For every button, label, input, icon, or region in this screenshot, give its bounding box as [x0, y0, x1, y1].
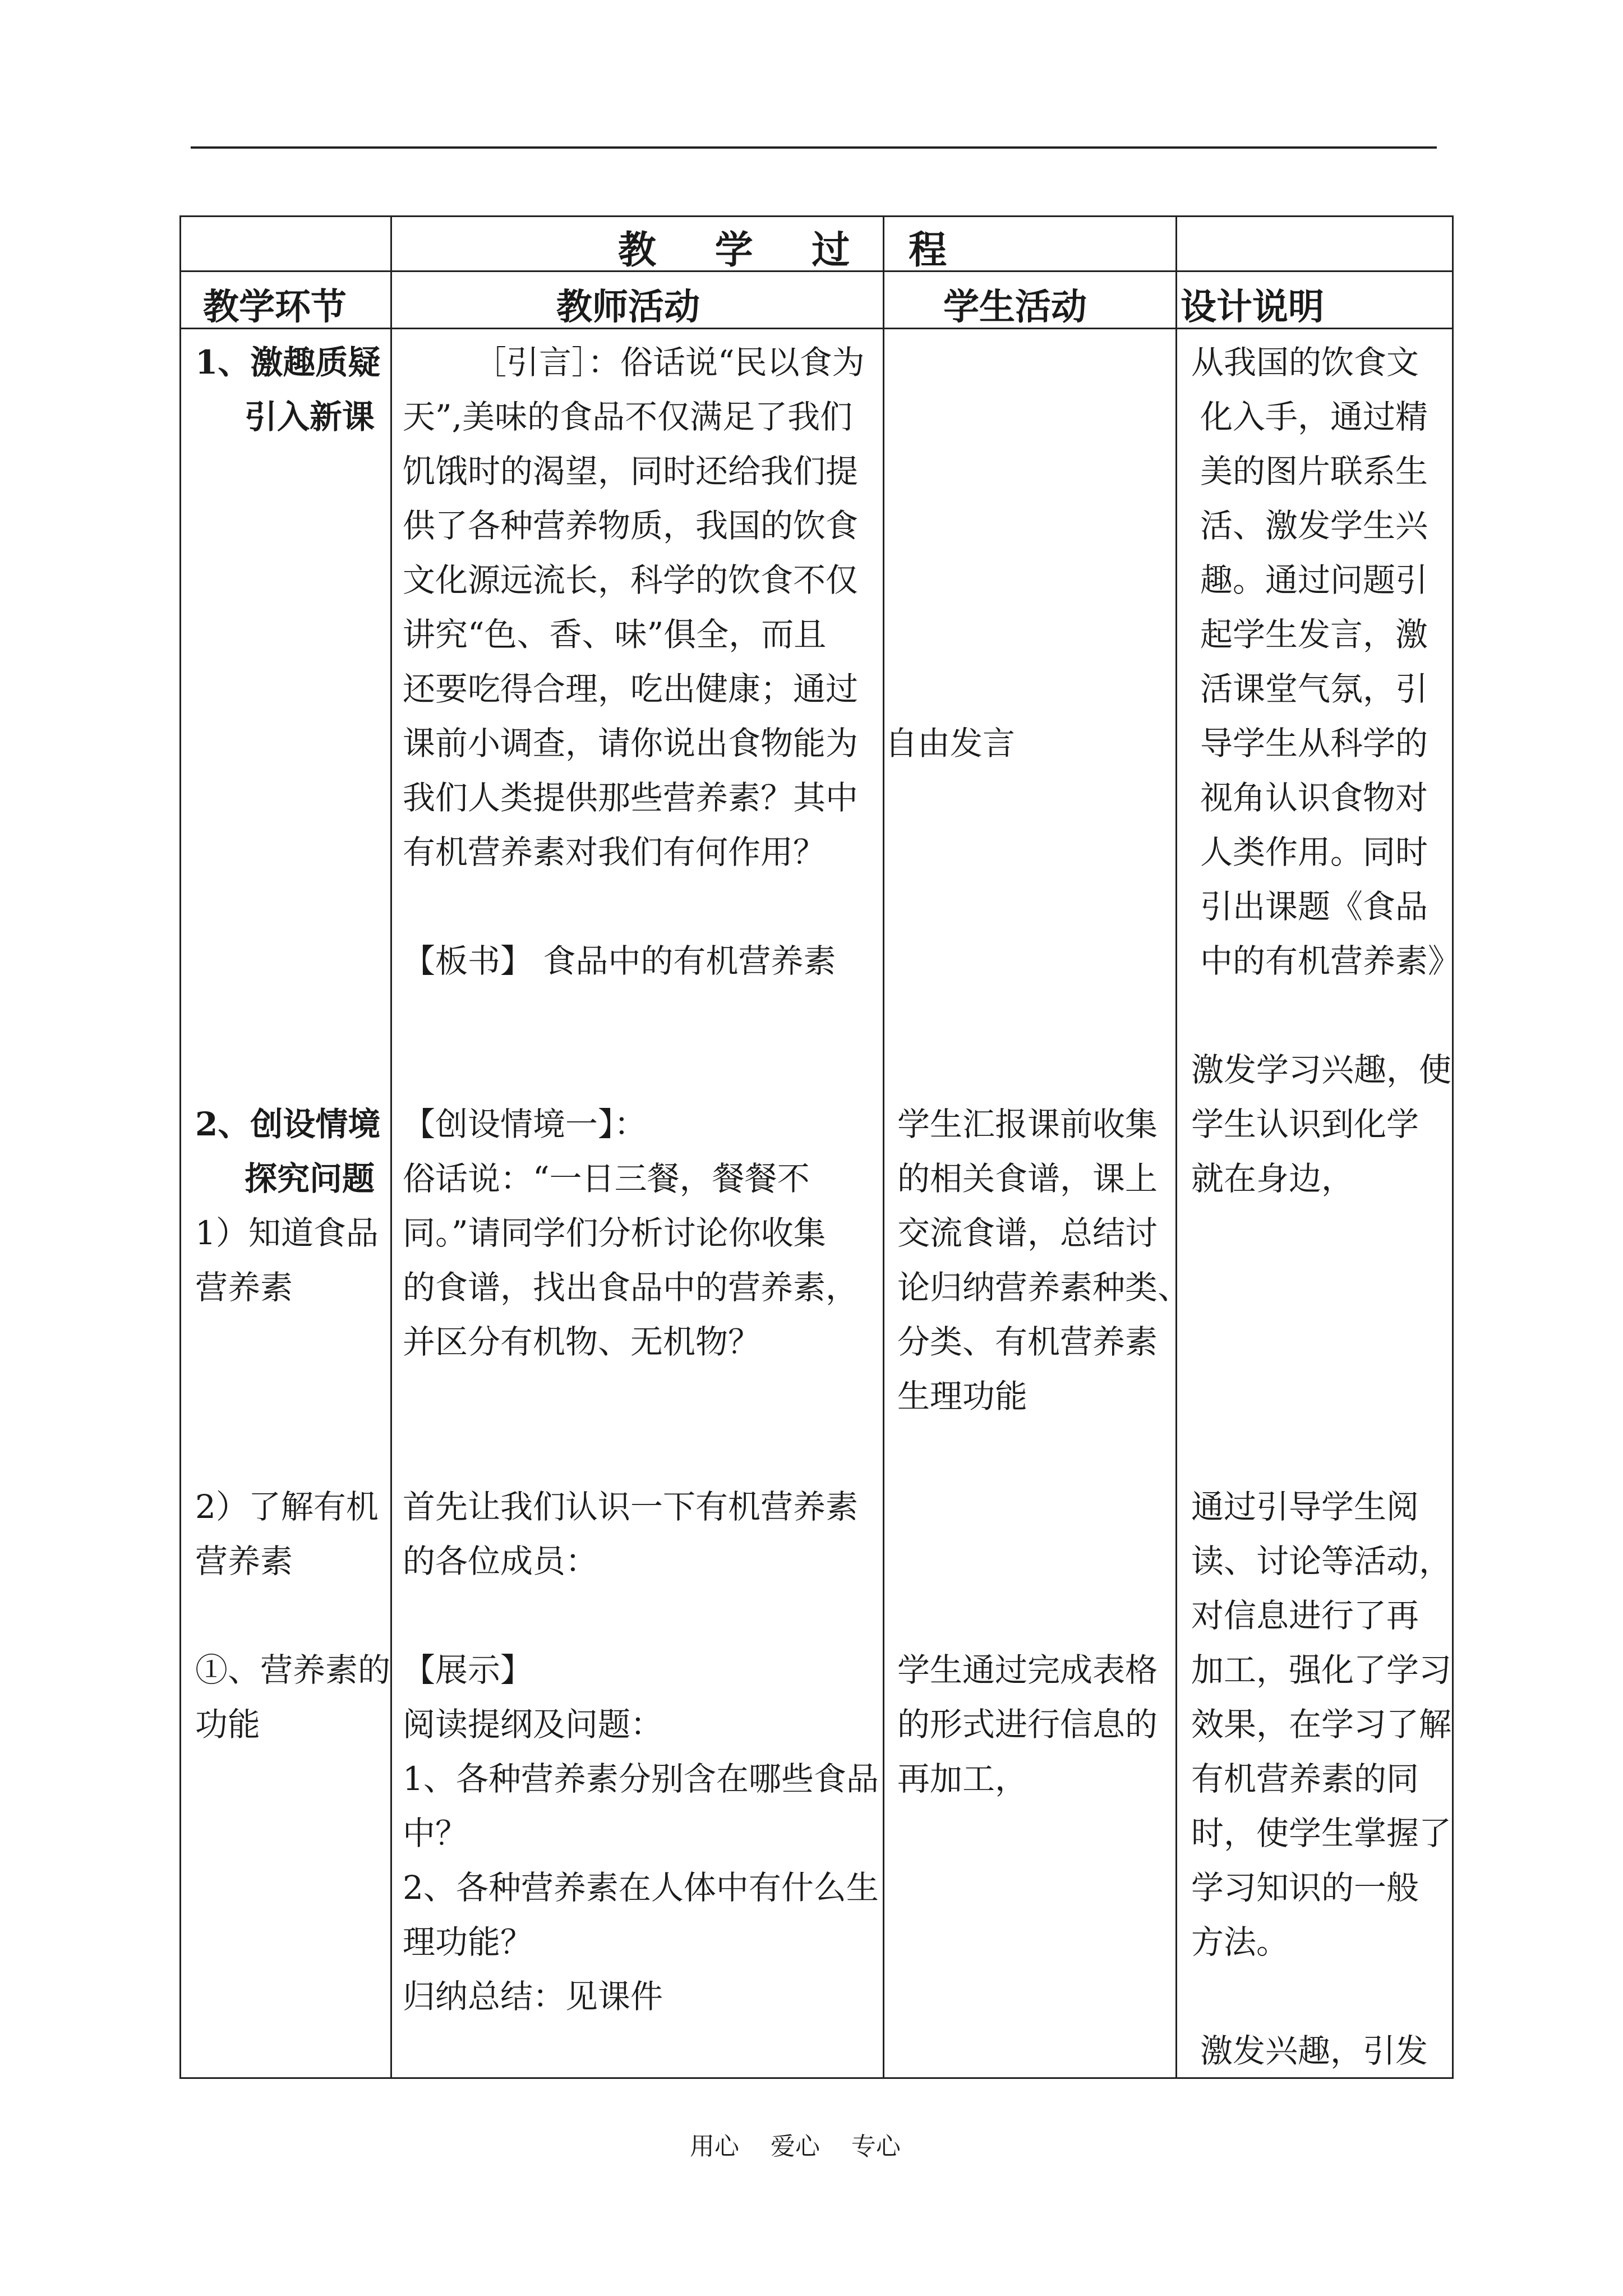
design-1-line-8: 导学生从科学的 [1200, 724, 1428, 762]
design-1-line-6: 起学生发言，激 [1200, 615, 1428, 654]
design-1-line-9: 视角认识食物对 [1200, 779, 1428, 817]
header-stage: 教学环节 [203, 286, 347, 328]
table-border-top [179, 215, 1454, 217]
sub-3-line-1: ①、营养素的 [195, 1651, 391, 1689]
stage-2-line-1: 2、创设情境 [195, 1105, 381, 1143]
design-1-line-1: 从我国的饮食文 [1191, 343, 1419, 381]
page-footer: 用心 爱心 专心 [690, 2132, 901, 2161]
design-3-line-8: 学习知识的一般 [1191, 1869, 1419, 1907]
design-1-line-2: 化入手，通过精 [1200, 398, 1428, 436]
design-1-line-3: 美的图片联系生 [1200, 452, 1428, 490]
header-design: 设计说明 [1181, 286, 1324, 328]
table-divider-student [1175, 215, 1177, 2079]
teacher-1-line-1: ［引言］：俗话说“民以食为 [474, 343, 865, 381]
design-3-line-3: 对信息进行了再 [1191, 1596, 1419, 1635]
design-3-line-5: 效果，在学习了解 [1191, 1705, 1452, 1743]
stage-1-line-1: 1、激趣质疑 [195, 343, 381, 381]
teacher-3-show-line-6: 理功能？ [403, 1923, 533, 1961]
teacher-1-line-10: 有机营养素对我们有何作用？ [403, 833, 826, 871]
design-2-line-3: 就在身边， [1191, 1159, 1354, 1198]
teacher-1-line-2: 天”,美味的食品不仅满足了我们 [403, 398, 853, 436]
table-divider-stage [390, 215, 392, 2079]
table-divider-teacher [883, 215, 884, 2079]
student-1: 自由发言 [885, 724, 1016, 762]
teacher-3-show-line-4: 中？ [403, 1814, 468, 1852]
student-2-line-1: 学生汇报课前收集 [897, 1105, 1158, 1143]
teacher-1-line-4: 供了各种营养物质，我国的饮食 [403, 507, 859, 545]
teacher-1-line-8: 课前小调查，请你说出食物能为 [403, 724, 859, 762]
student-2-line-4: 论归纳营养素种类、 [897, 1268, 1191, 1306]
teacher-3-show-line-7: 归纳总结：见课件 [403, 1977, 663, 2016]
design-3-tail: 激发兴趣，引发 [1200, 2032, 1428, 2070]
header-student: 学生活动 [943, 286, 1087, 328]
stage-2-line-2: 探究问题 [245, 1159, 375, 1198]
sub-1-line-1: 1）知道食品 [195, 1214, 379, 1252]
design-1-line-10: 人类作用。同时 [1200, 833, 1428, 871]
table-border-left [179, 215, 181, 2079]
teacher-3-show-line-2: 阅读提纲及问题： [403, 1705, 663, 1743]
design-3-line-4: 加工，强化了学习 [1191, 1651, 1452, 1689]
student-2-line-6: 生理功能 [897, 1377, 1028, 1415]
teacher-1-line-7: 还要吃得合理，吃出健康；通过 [403, 670, 859, 708]
design-2-line-2: 学生认识到化学 [1191, 1105, 1419, 1143]
table-border-right [1452, 215, 1454, 2079]
design-3-line-6: 有机营养素的同 [1191, 1760, 1419, 1798]
sub-2-line-1: 2）了解有机 [195, 1488, 379, 1526]
sub-3-line-2: 功能 [195, 1705, 261, 1743]
teacher-2-line-2: 俗话说：“一日三餐，餐餐不 [403, 1159, 810, 1198]
design-1-line-5: 趣。通过问题引 [1200, 561, 1428, 599]
header-teacher: 教师活动 [556, 286, 700, 328]
design-1-line-4: 活、激发学生兴 [1200, 507, 1428, 545]
sub-1-line-2: 营养素 [195, 1268, 293, 1306]
teacher-3-intro-line-1: 首先让我们认识一下有机营养素 [403, 1488, 859, 1526]
student-2-line-5: 分类、有机营养素 [897, 1323, 1158, 1361]
student-2-line-2: 的相关食谱，课上 [897, 1159, 1158, 1198]
teacher-3-show-line-5: 2、各种营养素在人体中有什么生 [403, 1869, 879, 1907]
design-3-line-9: 方法。 [1191, 1923, 1289, 1961]
student-2-line-3: 交流食谱，总结讨 [897, 1214, 1158, 1252]
board-note: 【板书】 食品中的有机营养素 [403, 942, 836, 980]
design-3-line-1: 通过引导学生阅 [1191, 1488, 1419, 1526]
design-1-line-11: 引出课题《食品 [1200, 887, 1428, 926]
teacher-2-line-4: 的食谱，找出食品中的营养素， [403, 1268, 859, 1306]
design-2-line-1: 激发学习兴趣，使 [1191, 1051, 1452, 1089]
stage-1-line-2: 引入新课 [245, 398, 375, 436]
teacher-1-line-3: 饥饿时的渴望，同时还给我们提 [403, 452, 859, 490]
teacher-2-line-5: 并区分有机物、无机物？ [403, 1323, 761, 1361]
teacher-1-line-9: 我们人类提供那些营养素？其中 [403, 779, 859, 817]
design-3-line-2: 读、讨论等活动， [1191, 1542, 1452, 1580]
teacher-1-line-6: 讲究“色、香、味”俱全，而且 [403, 615, 827, 654]
student-3-line-1: 学生通过完成表格 [897, 1651, 1158, 1689]
header-rule [191, 146, 1437, 149]
teacher-2-line-1: 【创设情境一】： [403, 1105, 647, 1143]
teacher-2-line-3: 同。”请同学们分析讨论你收集 [403, 1214, 826, 1252]
teacher-3-intro-line-2: 的各位成员： [403, 1542, 598, 1580]
student-3-line-3: 再加工， [897, 1760, 1028, 1798]
design-1-line-12: 中的有机营养素》 [1200, 942, 1461, 980]
student-3-line-2: 的形式进行信息的 [897, 1705, 1158, 1743]
design-3-line-7: 时，使学生掌握了 [1191, 1814, 1452, 1852]
teacher-3-show-line-1: 【展示】 [403, 1651, 533, 1689]
teacher-1-line-5: 文化源远流长，科学的饮食不仅 [403, 561, 859, 599]
teacher-3-show-line-3: 1、各种营养素分别含在哪些食品 [403, 1760, 879, 1798]
sub-2-line-2: 营养素 [195, 1542, 293, 1580]
design-1-line-7: 活课堂气氛，引 [1200, 670, 1428, 708]
table-title: 教 学 过 程 [618, 228, 948, 273]
